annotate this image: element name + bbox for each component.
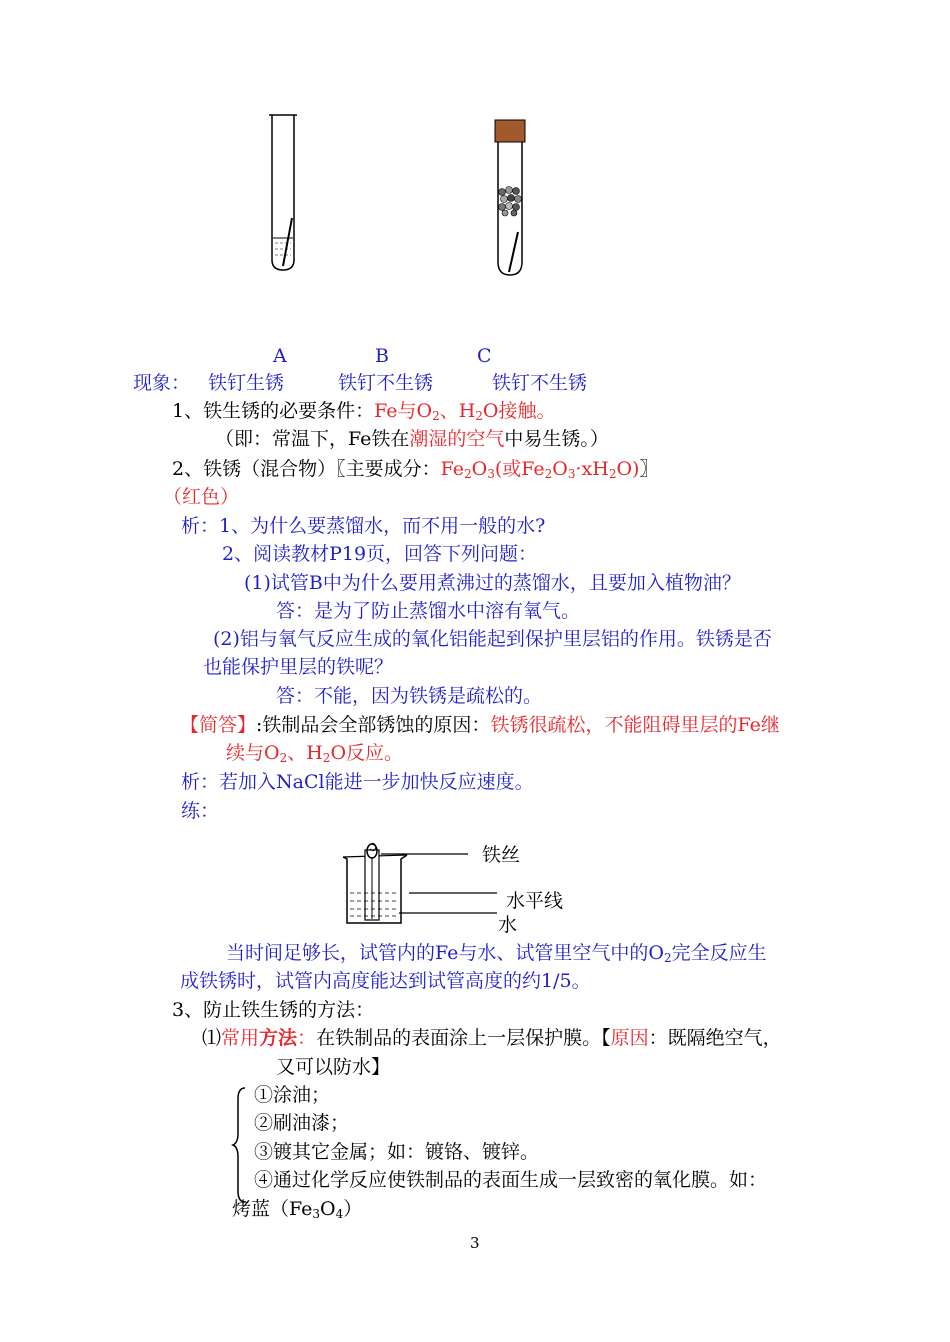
question-2: (2)铝与氧气反应生成的氧化铝能起到保护里层铝的作用。铁锈是否 (213, 628, 772, 650)
rust-condition-note: （即：常温下，Fe铁在潮湿的空气中易生锈。） (215, 428, 609, 450)
label-a: A (273, 345, 287, 367)
answer-1: 答：是为了防止蒸馏水中溶有氧气。 (276, 600, 581, 622)
phenomenon-b: 铁钉不生锈 (338, 372, 434, 394)
rust-condition-line: 1、铁生锈的必要条件：Fe与$O_2$、$H_2O$接触。 (172, 400, 556, 423)
question-1: (1)试管B中为什么要用煮沸过的蒸馏水，且要加入植物油？ (244, 572, 741, 594)
page-number: 3 (470, 1234, 480, 1252)
analysis-nacl: 析：若加入NaCl能进一步加快反应速度。 (181, 771, 534, 793)
phenomenon-label: 现象： (133, 372, 191, 394)
test-tube-a (262, 110, 312, 280)
analysis-2: 2、阅读教材P19页，回答下列问题： (222, 543, 538, 565)
method-1-cont: 又可以防水】 (276, 1056, 391, 1078)
conclusion-line-2: 成铁锈时，试管内高度能达到试管高度的约1/5。 (180, 970, 591, 992)
label-c: C (477, 345, 492, 367)
phenomenon-c: 铁钉不生锈 (492, 372, 588, 394)
section-3-heading: 3、防止铁生锈的方法： (172, 999, 375, 1021)
short-answer: 【简答】:铁制品会全部锈蚀的原因：铁锈很疏松，不能阻碍里层的Fe继 (180, 714, 780, 736)
phenomenon-a: 铁钉生锈 (208, 372, 285, 394)
answer-2: 答：不能，因为铁锈是疏松的。 (276, 685, 543, 707)
label-level-line: 水平线 (506, 890, 564, 912)
practice-label: 练： (181, 800, 220, 822)
label-iron-wire: 铁丝 (482, 844, 521, 866)
rust-composition-line: 2、铁锈（混合物）〖主要成分：$Fe_2O_3$(或$Fe_2O_3\cdot xH_2O$)〗 (172, 458, 659, 481)
test-tube-b (490, 112, 540, 282)
method-item-4-cont: 烤蓝$(Fe_3O_4)$ (232, 1198, 363, 1221)
brace (230, 1085, 250, 1205)
question-2-cont: 也能保护里层的铁呢？ (203, 656, 394, 678)
short-answer-cont: 续与$O_2$、$H_2O$反应。 (226, 742, 404, 765)
method-item-1: ①涂油； (254, 1084, 331, 1106)
rust-color: （红色） (163, 486, 240, 508)
method-item-4: ④通过化学反应使铁制品的表面生成一层致密的氧化膜。如： (254, 1169, 768, 1191)
method-1: ⑴常用方法：在铁制品的表面涂上一层保护膜。【原因：既隔绝空气， (202, 1027, 782, 1049)
analysis-1: 析：1、为什么要蒸馏水，而不用一般的水? (181, 515, 546, 537)
label-b: B (375, 345, 389, 367)
method-item-3: ③镀其它金属；如：镀铬、镀锌。 (254, 1141, 540, 1163)
method-item-2: ②刷油漆； (254, 1112, 350, 1134)
conclusion-line-1: 当时间足够长，试管内的Fe与水、试管里空气中的$O_2$完全反应生 (226, 942, 767, 965)
label-water: 水 (498, 914, 518, 936)
